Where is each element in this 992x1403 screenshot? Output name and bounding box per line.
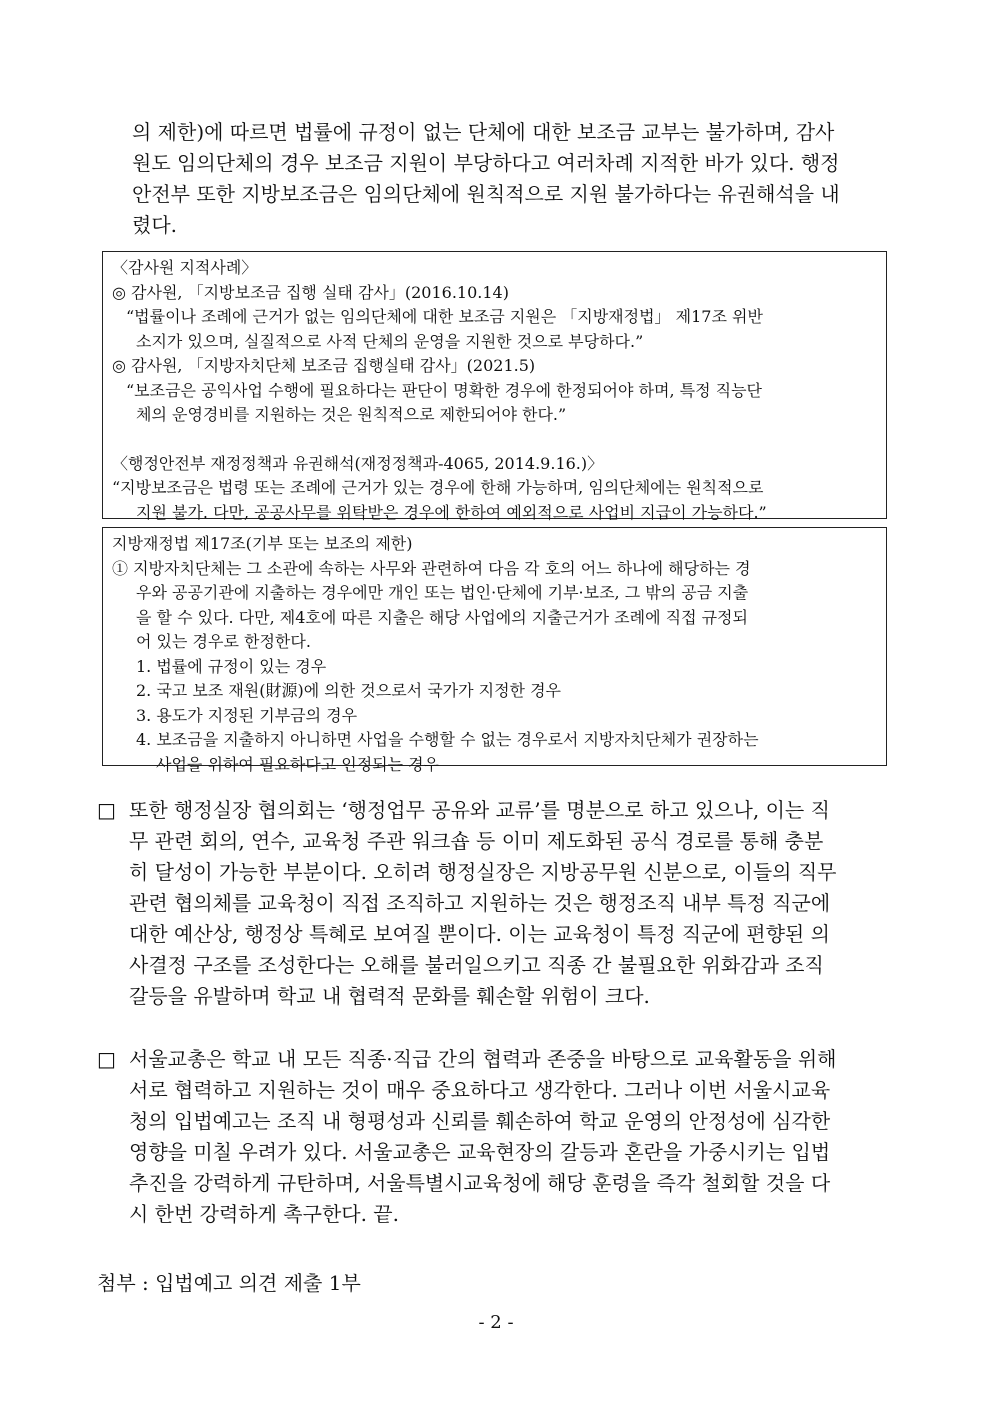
law-clause-line: 을 할 수 있다. 다만, 제4호에 따른 지출은 해당 사업에의 지출근거가 조례에 직접 규정되 [136, 607, 748, 627]
paragraph-2 [97, 1044, 894, 1230]
law-article-box [102, 527, 887, 774]
law-item: 3. 용도가 지정된 기부금의 경우 [136, 705, 358, 725]
checkbox-bullet-icon: □ [97, 1047, 116, 1071]
audit-heading: 〈감사원 지적사례〉 [112, 258, 258, 277]
law-item: 4. 보조금을 지출하지 아니하면 사업을 수행할 수 없는 경우로서 지방자치단체가 권장하는 [136, 730, 759, 749]
paragraph-line: 사결정 구조를 조성한다는 오해를 불러일으키고 직종 간 불필요한 위화감과 조직 [129, 953, 824, 977]
attachment-note: 첨부 : 입법예고 의견 제출 1부 [97, 1271, 361, 1295]
paragraph-line: 히 달성이 가능한 부분이다. 오히려 행정실장은 지방공무원 신분으로, 이들의 직무 [129, 860, 837, 884]
paragraph-line: 시 한번 강력하게 촉구한다. 끝. [129, 1202, 399, 1226]
paragraph-line: 또한 행정실장 협의회는 ‘행정업무 공유와 교류’를 명분으로 하고 있으나, 이는 직 [129, 798, 830, 822]
audit-case2-title: ◎ 감사원, 「지방자치단체 보조금 집행실태 감사」(2021.5) [112, 356, 536, 375]
checkbox-bullet-icon: □ [97, 798, 116, 822]
paragraph-1 [97, 795, 894, 1012]
audit-case1-quote: “법률이나 조례에 근거가 없는 임의단체에 대한 보조금 지원은 「지방재정법」 제17조 위반 [126, 307, 763, 326]
audit-case1-title: ◎ 감사원, 「지방보조금 집행 실태 감사」(2016.10.14) [112, 282, 509, 302]
intro-line: 안전부 또한 지방보조금은 임의단체에 원칙적으로 지원 불가하다는 유권해석을 내 [132, 182, 840, 206]
paragraph-line: 무 관련 회의, 연수, 교육청 주관 워크숍 등 이미 제도화된 공식 경로를 통해 충분 [129, 829, 824, 853]
paragraph-line: 갈등을 유발하며 학교 내 협력적 문화를 훼손할 위험이 크다. [129, 984, 650, 1008]
paragraph-line: 대한 예산상, 행정상 특혜로 보여질 뿐이다. 이는 교육청이 특정 직군에 편향된 의 [129, 922, 830, 946]
law-item-continuation: 사업을 위하여 필요하다고 인정되는 경우 [156, 754, 440, 774]
paragraph-line: 추진을 강력하게 규탄하며, 서울특별시교육청에 해당 훈령을 즉각 철회할 것을 다 [129, 1171, 831, 1195]
law-clause-line: 어 있는 경우로 한정한다. [136, 632, 311, 651]
mois-quote: 지원 불가. 다만, 공공사무를 위탁받은 경우에 한하여 예외적으로 사업비 지급이 가능하다.” [136, 502, 767, 522]
mois-quote: “지방보조금은 법령 또는 조례에 근거가 있는 경우에 한해 가능하며, 임의단체에는 원칙적으로 [112, 478, 764, 497]
intro-line: 원도 임의단체의 경우 보조금 지원이 부당하다고 여러차례 지적한 바가 있다. 행정 [132, 151, 840, 175]
law-heading: 지방재정법 제17조(기부 또는 보조의 제한) [112, 534, 413, 553]
audit-cases-box [102, 251, 887, 522]
paragraph-line: 서울교총은 학교 내 모든 직종·직급 간의 협력과 존중을 바탕으로 교육활동을 위해 [129, 1047, 837, 1071]
paragraph-line: 청의 입법예고는 조직 내 형평성과 신뢰를 훼손하여 학교 운영의 안정성에 심각한 [129, 1109, 831, 1133]
paragraph-line: 영향을 미칠 우려가 있다. 서울교총은 교육현장의 갈등과 혼란을 가중시키는 입법 [129, 1140, 831, 1164]
law-item: 1. 법률에 규정이 있는 경우 [136, 656, 327, 676]
law-clause-line: 우와 공공기관에 지출하는 경우에만 개인 또는 법인·단체에 기부·보조, 그 밖의 공금 지출 [136, 583, 749, 602]
audit-case2-quote: “보조금은 공익사업 수행에 필요하다는 판단이 명확한 경우에 한정되어야 하며, 특정 직능단 [126, 380, 762, 400]
paragraph-line: 관련 협의체를 교육청이 직접 조직하고 지원하는 것은 행정조직 내부 특정 직군에 [129, 891, 831, 915]
audit-case1-quote: 소지가 있으며, 실질적으로 사적 단체의 운영을 지원한 것으로 부당하다.” [136, 331, 644, 351]
mois-heading: 〈행정안전부 재정정책과 유권해석(재정정책과-4065, 2014.9.16.)〉 [112, 453, 604, 473]
law-item: 2. 국고 보조 재원(財源)에 의한 것으로서 국가가 지정한 경우 [136, 681, 562, 700]
law-clause-line: ① 지방자치단체는 그 소관에 속하는 사무와 관련하여 다음 각 호의 어느 하나에 해당하는 경 [112, 558, 751, 578]
audit-case2-quote: 체의 운영경비를 지원하는 것은 원칙적으로 제한되어야 한다.” [136, 405, 567, 424]
page-number: - 2 - [478, 1312, 514, 1333]
intro-line: 렸다. [132, 213, 177, 237]
paragraph-line: 서로 협력하고 지원하는 것이 매우 중요하다고 생각한다. 그러나 이번 서울시교육 [129, 1078, 831, 1102]
intro-line: 의 제한)에 따르면 법률에 규정이 없는 단체에 대한 보조금 교부는 불가하며, 감사 [132, 120, 835, 144]
intro-paragraph [132, 117, 894, 241]
